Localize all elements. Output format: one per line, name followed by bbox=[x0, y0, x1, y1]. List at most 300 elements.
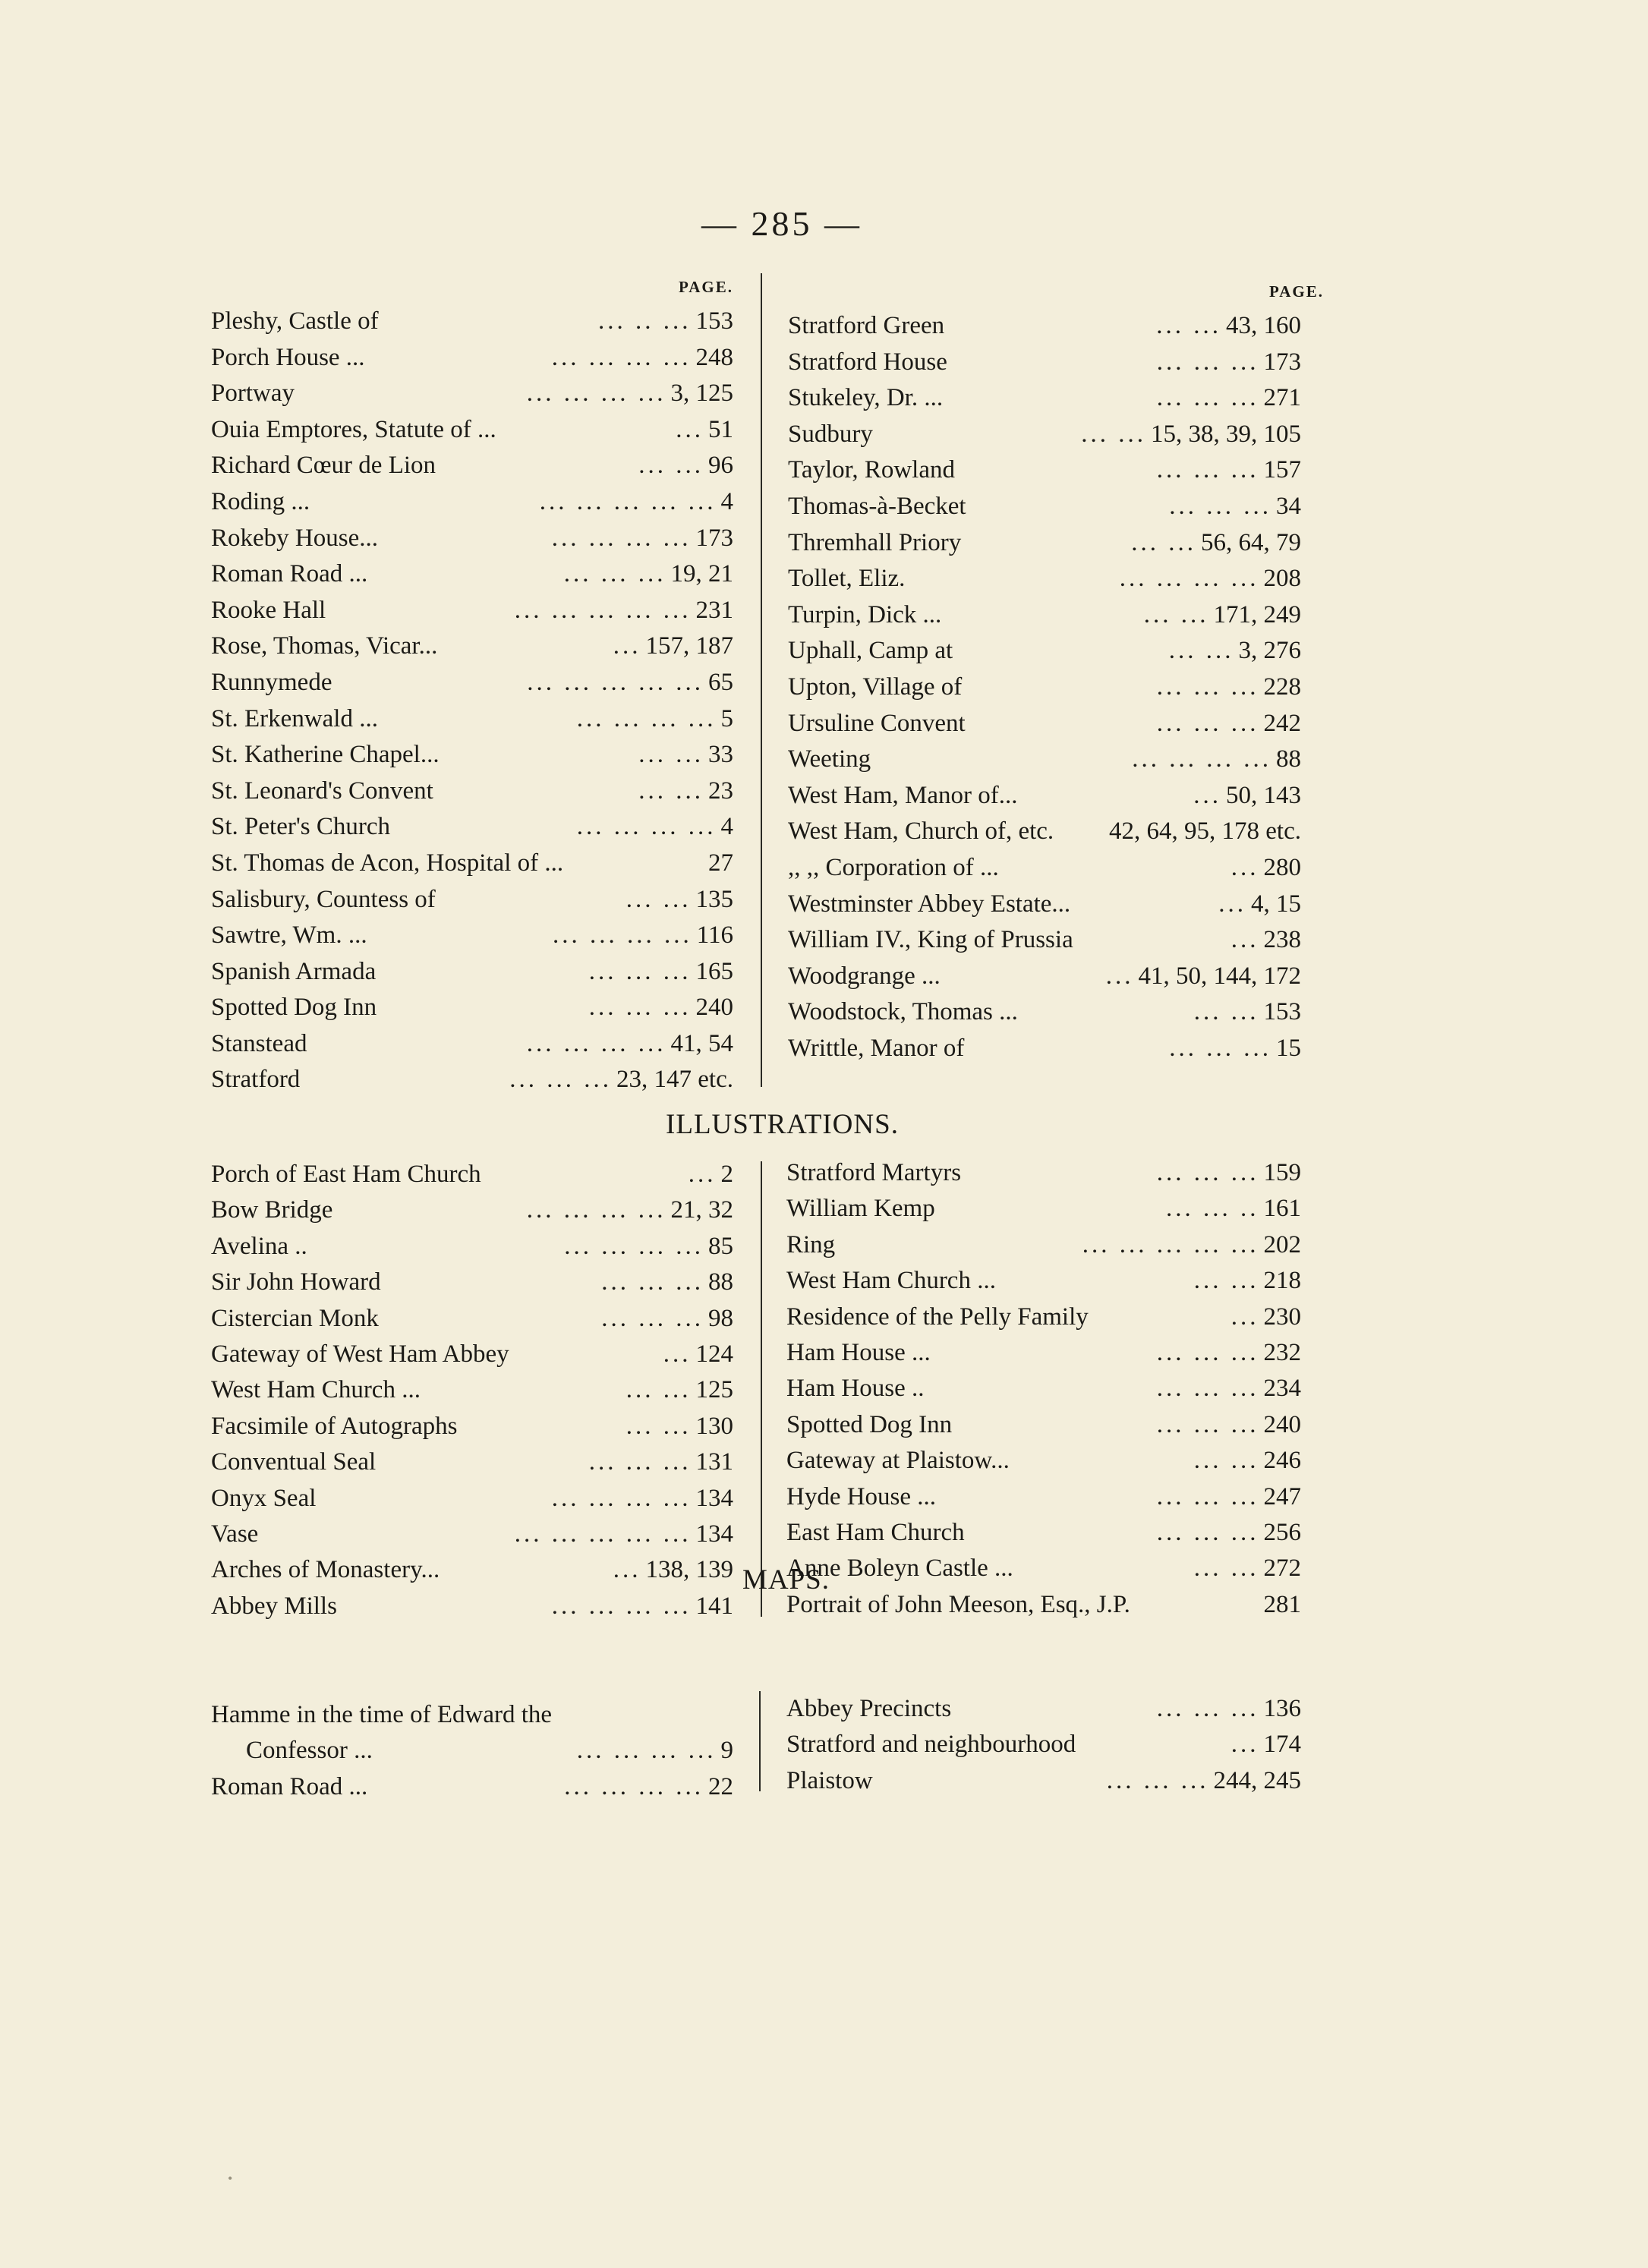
index-entry bbox=[211, 882, 733, 918]
index-entry bbox=[788, 597, 1301, 634]
entry-name: Gateway of West Ham Abbey bbox=[211, 1340, 509, 1368]
entry-name: Porch of East Ham Church bbox=[211, 1161, 481, 1188]
entry-name: Roman Road ... bbox=[211, 1772, 368, 1800]
entry-name: Stanstead bbox=[211, 1029, 307, 1057]
entry-page-numbers: 3, 276 bbox=[1238, 637, 1301, 665]
maps-heading: MAPS. bbox=[742, 1564, 830, 1595]
index-entry bbox=[211, 1157, 733, 1192]
entry-page-numbers: 157, 187 bbox=[645, 632, 733, 660]
entry-page-numbers: 41, 54 bbox=[670, 1029, 733, 1057]
entry-page-numbers: 271 bbox=[1263, 384, 1301, 412]
entry-page-numbers: 125 bbox=[695, 1376, 733, 1404]
entry-name: Abbey Mills bbox=[211, 1592, 337, 1620]
entry-leader-dots: ... ... ... bbox=[601, 1304, 704, 1332]
entry-leader-dots: ... ... ... ... ... bbox=[1082, 1230, 1259, 1258]
entry-name: West Ham, Church of, etc. bbox=[788, 817, 1054, 846]
entry-name: Facsimile of Autographs bbox=[211, 1412, 458, 1440]
entry-name: Onyx Seal bbox=[211, 1484, 317, 1512]
index-entry bbox=[786, 1691, 1301, 1727]
entry-page-numbers: 280 bbox=[1263, 853, 1301, 881]
entry-page-numbers: 42, 64, 95, 178 etc. bbox=[1109, 817, 1301, 846]
entry-name: Woodgrange ... bbox=[788, 962, 941, 990]
entry-page-numbers: 272 bbox=[1263, 1555, 1301, 1583]
entry-name: William Kemp bbox=[786, 1195, 935, 1223]
entry-leader-dots: ... ... ... bbox=[1156, 1518, 1259, 1546]
entry-leader-dots: ... ... bbox=[1193, 998, 1259, 1026]
index-entry bbox=[788, 850, 1301, 887]
entry-leader-dots: ... ... ... ... bbox=[551, 1592, 692, 1620]
entry-page-numbers: 3, 125 bbox=[670, 380, 733, 408]
entry-leader-dots: ... ... ... bbox=[1156, 1410, 1259, 1438]
index-entry bbox=[788, 452, 1301, 489]
entry-name: Confessor ... bbox=[246, 1737, 373, 1765]
entry-page-numbers: 15, 38, 39, 105 bbox=[1151, 420, 1301, 448]
entry-name: Anne Boleyn Castle ... bbox=[786, 1555, 1013, 1583]
entry-page-numbers: 208 bbox=[1263, 565, 1301, 593]
entry-page-numbers: 173 bbox=[1263, 348, 1301, 376]
maps-right-column bbox=[786, 1691, 1301, 1799]
entry-leader-dots: ... bbox=[1193, 781, 1221, 809]
entry-name: Bow Bridge bbox=[211, 1196, 333, 1224]
entry-page-numbers: 173 bbox=[695, 524, 733, 552]
index-entry bbox=[211, 628, 733, 665]
illustrations-left-list bbox=[211, 1157, 733, 1624]
index-entry bbox=[211, 773, 733, 810]
index-entry bbox=[211, 304, 733, 340]
column-divider bbox=[759, 1691, 761, 1791]
entry-page-numbers: 124 bbox=[695, 1340, 733, 1368]
index-entry bbox=[211, 665, 733, 701]
entry-name: Ring bbox=[786, 1230, 836, 1258]
entry-leader-dots: ... bbox=[1230, 1303, 1259, 1331]
entry-name: Stratford and neighbourhood bbox=[786, 1731, 1076, 1759]
index-entry bbox=[211, 1062, 733, 1098]
entry-leader-dots: ... ... ... ... ... bbox=[514, 1520, 692, 1548]
entry-page-numbers: 247 bbox=[1263, 1482, 1301, 1510]
entry-page-numbers: 19, 21 bbox=[670, 560, 733, 588]
entry-name: Sir John Howard bbox=[211, 1268, 381, 1296]
entry-name: Stratford bbox=[211, 1066, 301, 1094]
entry-name: Plaistow bbox=[786, 1766, 873, 1794]
index-left-list bbox=[211, 304, 733, 1098]
entry-leader-dots: ... ... bbox=[638, 452, 704, 480]
index-entry bbox=[786, 1443, 1301, 1479]
index-entry bbox=[788, 742, 1301, 778]
entry-page-numbers: 157 bbox=[1263, 456, 1301, 484]
index-entry bbox=[211, 1026, 733, 1063]
index-entry bbox=[788, 922, 1301, 959]
entry-page-numbers: 33 bbox=[708, 741, 733, 769]
entry-name: Ursuline Convent bbox=[788, 709, 966, 737]
entry-name: Cistercian Monk bbox=[211, 1304, 379, 1332]
index-entry bbox=[211, 340, 733, 376]
entry-page-numbers: 240 bbox=[695, 994, 733, 1022]
entry-leader-dots: ... ... ... bbox=[1156, 1159, 1259, 1186]
entry-leader-dots: ... ... .. bbox=[1166, 1195, 1259, 1223]
entry-leader-dots: ... ... ... ... bbox=[1132, 745, 1271, 773]
index-entry bbox=[786, 1727, 1301, 1762]
entry-leader-dots: ... ... ... bbox=[563, 560, 666, 588]
entry-page-numbers: 134 bbox=[695, 1520, 733, 1548]
index-entry bbox=[788, 1031, 1301, 1067]
entry-page-numbers: 232 bbox=[1263, 1338, 1301, 1366]
index-entry bbox=[786, 1371, 1301, 1406]
entry-page-numbers: 21, 32 bbox=[670, 1196, 733, 1224]
entry-name: Upton, Village of bbox=[788, 673, 963, 701]
entry-page-numbers: 98 bbox=[708, 1304, 733, 1332]
index-entry bbox=[786, 1155, 1301, 1191]
entry-name: Portway bbox=[211, 380, 295, 408]
entry-leader-dots: ... ... bbox=[1168, 637, 1234, 665]
entry-page-numbers: 51 bbox=[708, 415, 733, 443]
index-entry bbox=[211, 1337, 733, 1372]
entry-leader-dots: ... ... ... bbox=[1156, 1338, 1259, 1366]
index-entry bbox=[211, 412, 733, 449]
entry-page-numbers: 130 bbox=[695, 1412, 733, 1440]
page-number: — 285 — bbox=[701, 204, 862, 243]
entry-page-numbers: 56, 64, 79 bbox=[1201, 528, 1301, 556]
entry-page-numbers: 23 bbox=[708, 776, 733, 805]
page-column-header: PAGE. bbox=[678, 278, 733, 296]
entry-leader-dots: ... ... ... bbox=[1156, 673, 1259, 701]
index-entry bbox=[788, 959, 1301, 995]
index-entry bbox=[211, 1517, 733, 1552]
entry-page-numbers: 153 bbox=[1263, 998, 1301, 1026]
entry-leader-dots: ... ... bbox=[1131, 528, 1196, 556]
entry-page-numbers: 238 bbox=[1263, 926, 1301, 954]
entry-leader-dots: ... ... ... ... ... bbox=[514, 596, 692, 624]
entry-leader-dots: ... ... ... ... bbox=[526, 1196, 666, 1224]
entry-name: East Ham Church bbox=[786, 1518, 965, 1546]
index-entry bbox=[788, 994, 1301, 1031]
entry-name: Stratford Martyrs bbox=[786, 1159, 962, 1186]
entry-leader-dots: ... ... bbox=[625, 1412, 692, 1440]
entry-leader-dots: ... ... ... bbox=[588, 1448, 692, 1476]
entry-name: Abbey Precincts bbox=[786, 1695, 952, 1722]
index-entry bbox=[786, 1263, 1301, 1299]
entry-name: Spotted Dog Inn bbox=[211, 994, 377, 1022]
entry-page-numbers: 138, 139 bbox=[645, 1556, 733, 1584]
maps-left-list bbox=[211, 1697, 733, 1805]
index-entry bbox=[788, 706, 1301, 742]
entry-name: Thremhall Priory bbox=[788, 528, 962, 556]
index-entry bbox=[211, 1444, 733, 1480]
entry-name: Residence of the Pelly Family bbox=[786, 1303, 1089, 1331]
entry-name: St. Katherine Chapel... bbox=[211, 741, 440, 769]
index-entry bbox=[211, 1769, 733, 1805]
entry-name: West Ham Church ... bbox=[786, 1267, 996, 1295]
entry-leader-dots: ... bbox=[1230, 926, 1259, 954]
entry-name: Writtle, Manor of bbox=[788, 1034, 965, 1062]
entry-name: St. Thomas de Acon, Hospital of ... bbox=[211, 849, 564, 877]
entry-page-numbers: 230 bbox=[1263, 1303, 1301, 1331]
entry-page-numbers: 281 bbox=[1263, 1590, 1301, 1618]
entry-leader-dots: ... ... ... ... bbox=[564, 1232, 704, 1260]
entry-leader-dots: ... bbox=[1105, 962, 1134, 990]
entry-leader-dots: ... ... ... ... bbox=[564, 1772, 704, 1800]
index-entry bbox=[211, 1372, 733, 1408]
index-entry bbox=[786, 1299, 1301, 1335]
entry-leader-dots: ... bbox=[613, 632, 641, 660]
illustrations-heading: ILLUSTRATIONS. bbox=[666, 1109, 899, 1140]
entry-name: Gateway at Plaistow... bbox=[786, 1447, 1010, 1475]
entry-name: St. Peter's Church bbox=[211, 813, 391, 841]
entry-leader-dots: ... ... ... bbox=[1156, 384, 1259, 412]
entry-leader-dots: ... bbox=[613, 1556, 641, 1584]
index-entry bbox=[211, 448, 733, 484]
entry-page-numbers: 85 bbox=[708, 1232, 733, 1260]
entry-leader-dots: ... ... ... bbox=[1156, 456, 1259, 484]
entry-leader-dots: ... bbox=[663, 1340, 692, 1368]
entry-leader-dots: ... ... ... ... bbox=[576, 704, 717, 732]
entry-page-numbers: 116 bbox=[696, 921, 733, 950]
entry-name: Richard Cœur de Lion bbox=[211, 452, 436, 480]
page-column-header: PAGE. bbox=[1268, 282, 1324, 301]
index-entry bbox=[211, 737, 733, 773]
entry-leader-dots: ... ... ... bbox=[1169, 1034, 1271, 1062]
index-entry bbox=[786, 1763, 1301, 1799]
entry-leader-dots: ... bbox=[1230, 1731, 1259, 1759]
index-entry bbox=[211, 1409, 733, 1444]
entry-name: Rooke Hall bbox=[211, 596, 326, 624]
entry-name: Weeting bbox=[788, 745, 871, 773]
index-entry bbox=[211, 484, 733, 521]
index-entry bbox=[211, 954, 733, 991]
entry-leader-dots: ... ... bbox=[1156, 312, 1221, 339]
entry-page-numbers: 27 bbox=[708, 849, 733, 877]
entry-page-numbers: 34 bbox=[1276, 492, 1301, 520]
entry-name: Porch House ... bbox=[211, 343, 365, 371]
entry-name: Thomas-à-Becket bbox=[788, 492, 966, 520]
entry-page-numbers: 228 bbox=[1263, 673, 1301, 701]
entry-page-numbers: 41, 50, 144, 172 bbox=[1138, 962, 1301, 990]
entry-page-numbers: 240 bbox=[1263, 1410, 1301, 1438]
entry-leader-dots: ... ... bbox=[1193, 1267, 1259, 1295]
entry-page-numbers: 171, 249 bbox=[1213, 600, 1301, 628]
entry-page-numbers: 242 bbox=[1263, 709, 1301, 737]
entry-page-numbers: 2 bbox=[720, 1161, 733, 1188]
entry-leader-dots: ... ... ... ... bbox=[576, 1737, 717, 1765]
entry-name: Spotted Dog Inn bbox=[786, 1410, 953, 1438]
entry-page-numbers: 136 bbox=[1263, 1695, 1301, 1722]
index-right-list bbox=[788, 308, 1301, 1066]
index-entry bbox=[211, 521, 733, 557]
illustrations-right-list bbox=[786, 1155, 1301, 1623]
entry-leader-dots: ... ... ... bbox=[1156, 1375, 1259, 1403]
index-entry bbox=[211, 701, 733, 738]
entry-leader-dots: ... ... ... ... bbox=[576, 813, 717, 841]
entry-name: Hyde House ... bbox=[786, 1482, 937, 1510]
entry-name: Ham House ... bbox=[786, 1338, 931, 1366]
entry-leader-dots: ... ... ... bbox=[1156, 1482, 1259, 1510]
entry-name: Turpin, Dick ... bbox=[788, 600, 942, 628]
entry-name: Sawtre, Wm. ... bbox=[211, 921, 367, 950]
entry-page-numbers: 4 bbox=[720, 813, 733, 841]
entry-name: Westminster Abbey Estate... bbox=[788, 890, 1071, 918]
entry-page-numbers: 234 bbox=[1263, 1375, 1301, 1403]
entry-page-numbers: 131 bbox=[695, 1448, 733, 1476]
entry-page-numbers: 218 bbox=[1263, 1267, 1301, 1295]
entry-name: Ham House .. bbox=[786, 1375, 925, 1403]
entry-leader-dots: ... ... ... bbox=[588, 994, 692, 1022]
entry-leader-dots: ... ... ... bbox=[1156, 709, 1259, 737]
index-entry bbox=[211, 846, 733, 882]
column-divider bbox=[761, 1161, 762, 1617]
entry-name: Ouia Emptores, Statute of ... bbox=[211, 415, 496, 443]
entry-leader-dots: ... ... ... ... bbox=[551, 1484, 692, 1512]
entry-page-numbers: 4 bbox=[720, 487, 733, 515]
index-entry bbox=[788, 887, 1301, 923]
entry-page-numbers: 202 bbox=[1263, 1230, 1301, 1258]
entry-page-numbers: 256 bbox=[1263, 1518, 1301, 1546]
index-entry bbox=[211, 1229, 733, 1265]
entry-name: Roman Road ... bbox=[211, 560, 368, 588]
index-entry bbox=[786, 1407, 1301, 1443]
index-entry bbox=[788, 633, 1301, 669]
entry-page-numbers: 159 bbox=[1263, 1159, 1301, 1186]
entry-name: Vase bbox=[211, 1520, 259, 1548]
entry-name: Taylor, Rowland bbox=[788, 456, 955, 484]
entry-leader-dots: ... ... ... bbox=[509, 1066, 613, 1094]
index-entry bbox=[788, 814, 1301, 850]
entry-name: Rokeby House... bbox=[211, 524, 378, 552]
index-entry bbox=[211, 1697, 733, 1733]
entry-leader-dots: ... ... bbox=[638, 776, 704, 805]
index-entry bbox=[211, 376, 733, 412]
index-entry bbox=[211, 1301, 733, 1337]
entry-leader-dots: ... ... ... bbox=[1169, 492, 1271, 520]
entry-page-numbers: 23, 147 etc. bbox=[616, 1066, 733, 1094]
entry-name: Tollet, Eliz. bbox=[788, 565, 906, 593]
illustrations-right-column bbox=[786, 1155, 1301, 1623]
index-right-column bbox=[788, 275, 1324, 1066]
entry-page-numbers: 165 bbox=[695, 957, 733, 985]
index-entry bbox=[211, 990, 733, 1026]
entry-leader-dots: ... bbox=[1218, 890, 1246, 918]
entry-page-numbers: 248 bbox=[695, 343, 733, 371]
entry-name: Arches of Monastery... bbox=[211, 1556, 440, 1584]
stray-mark: • bbox=[228, 2171, 233, 2186]
index-entry bbox=[788, 561, 1301, 597]
entry-leader-dots: ... ... bbox=[1081, 420, 1146, 448]
index-entry bbox=[786, 1227, 1301, 1263]
entry-page-numbers: 174 bbox=[1263, 1731, 1301, 1759]
entry-page-numbers: 88 bbox=[708, 1268, 733, 1296]
index-entry bbox=[211, 556, 733, 593]
entry-leader-dots: ... ... bbox=[625, 1376, 692, 1404]
entry-name: William IV., King of Prussia bbox=[788, 926, 1073, 954]
index-entry bbox=[788, 308, 1301, 345]
entry-leader-dots: ... ... ... bbox=[1156, 348, 1259, 376]
entry-leader-dots: ... ... bbox=[1143, 600, 1209, 628]
entry-page-numbers: 43, 160 bbox=[1226, 312, 1301, 339]
index-entry bbox=[786, 1191, 1301, 1227]
entry-name: Rose, Thomas, Vicar... bbox=[211, 632, 438, 660]
entry-name: St. Leonard's Convent bbox=[211, 776, 433, 805]
entry-page-numbers: 5 bbox=[720, 704, 733, 732]
index-entry bbox=[786, 1479, 1301, 1515]
index-entry bbox=[211, 593, 733, 629]
entry-leader-dots: ... ... ... ... ... bbox=[539, 487, 717, 515]
entry-name: Salisbury, Countess of bbox=[211, 885, 436, 913]
index-entry bbox=[788, 669, 1301, 706]
entry-page-numbers: 135 bbox=[695, 885, 733, 913]
index-entry bbox=[211, 1481, 733, 1517]
entry-page-numbers: 153 bbox=[695, 307, 733, 335]
entry-leader-dots: ... ... ... bbox=[1106, 1766, 1209, 1794]
index-entry bbox=[786, 1515, 1301, 1551]
index-entry bbox=[211, 809, 733, 846]
entry-page-numbers: 15 bbox=[1276, 1034, 1301, 1062]
entry-page-numbers: 246 bbox=[1263, 1447, 1301, 1475]
entry-name: Stratford House bbox=[788, 348, 947, 376]
entry-page-numbers: 65 bbox=[708, 668, 733, 696]
entry-name: Stukeley, Dr. ... bbox=[788, 384, 944, 412]
index-left-column bbox=[211, 270, 733, 1098]
entry-page-numbers: 244, 245 bbox=[1213, 1766, 1301, 1794]
entry-name: Uphall, Camp at bbox=[788, 637, 953, 665]
index-entry bbox=[211, 1265, 733, 1300]
entry-leader-dots: ... bbox=[688, 1161, 717, 1188]
index-entry bbox=[788, 417, 1301, 453]
index-entry bbox=[211, 918, 733, 954]
entry-leader-dots: ... ... ... ... bbox=[551, 524, 692, 552]
column-divider bbox=[761, 273, 762, 1087]
entry-name: Stratford Green bbox=[788, 312, 945, 339]
index-entry bbox=[788, 345, 1301, 381]
illustrations-left-column bbox=[211, 1157, 733, 1624]
entry-page-numbers: 161 bbox=[1263, 1195, 1301, 1223]
entry-leader-dots: ... ... bbox=[1193, 1555, 1259, 1583]
entry-page-numbers: 50, 143 bbox=[1226, 781, 1301, 809]
entry-leader-dots: ... ... bbox=[1193, 1447, 1259, 1475]
entry-leader-dots: ... ... ... ... bbox=[526, 1029, 666, 1057]
entry-leader-dots: ... ... ... ... bbox=[1119, 565, 1259, 593]
entry-leader-dots: ... ... ... bbox=[601, 1268, 704, 1296]
entry-leader-dots: ... bbox=[676, 415, 704, 443]
entry-page-numbers: 22 bbox=[708, 1772, 733, 1800]
entry-leader-dots: ... .. ... bbox=[598, 307, 692, 335]
maps-left-column bbox=[211, 1697, 733, 1805]
entry-page-numbers: 134 bbox=[695, 1484, 733, 1512]
entry-leader-dots: ... ... ... ... ... bbox=[527, 668, 704, 696]
index-entry bbox=[788, 525, 1301, 562]
entry-leader-dots: ... bbox=[1230, 853, 1259, 881]
entry-name: Portrait of John Meeson, Esq., J.P. bbox=[786, 1590, 1130, 1618]
index-entry bbox=[788, 778, 1301, 814]
index-entry bbox=[788, 489, 1301, 525]
entry-page-numbers: 96 bbox=[708, 452, 733, 480]
entry-page-numbers: 231 bbox=[695, 596, 733, 624]
entry-name: ,, ,, Corporation of ... bbox=[788, 853, 999, 881]
entry-leader-dots: ... ... bbox=[638, 741, 704, 769]
entry-name: West Ham, Manor of... bbox=[788, 781, 1018, 809]
entry-name: Pleshy, Castle of bbox=[211, 307, 379, 335]
entry-name: Sudbury bbox=[788, 420, 873, 448]
entry-name: St. Erkenwald ... bbox=[211, 704, 378, 732]
entry-name: Runnymede bbox=[211, 668, 332, 696]
index-entry bbox=[211, 1192, 733, 1228]
entry-name: West Ham Church ... bbox=[211, 1376, 421, 1404]
entry-page-numbers: 141 bbox=[695, 1592, 733, 1620]
index-entry bbox=[788, 380, 1301, 417]
entry-leader-dots: ... ... ... ... bbox=[552, 921, 692, 950]
index-entry bbox=[211, 1733, 733, 1769]
entry-name: Spanish Armada bbox=[211, 957, 377, 985]
entry-name: Woodstock, Thomas ... bbox=[788, 998, 1018, 1026]
entry-name: Conventual Seal bbox=[211, 1448, 377, 1476]
entry-leader-dots: ... ... ... ... bbox=[551, 343, 692, 371]
